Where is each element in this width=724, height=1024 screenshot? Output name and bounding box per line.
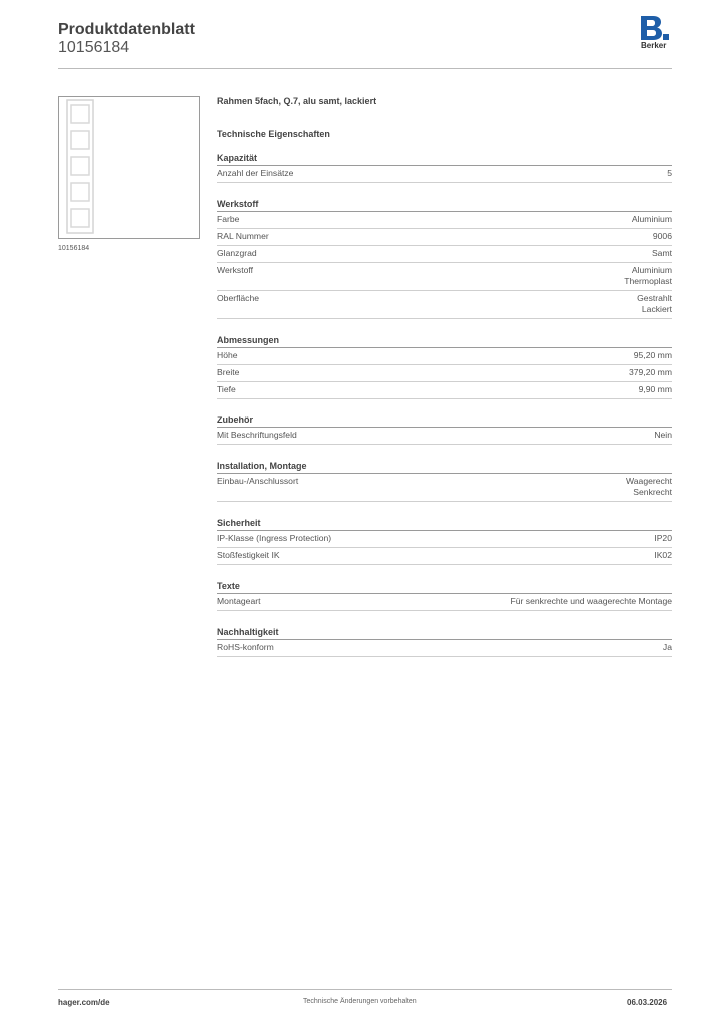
spec-row [217, 263, 672, 291]
spec-row [217, 594, 672, 611]
spec-label: RoHS-konform [217, 642, 274, 652]
image-caption: 10156184 [58, 245, 90, 252]
frame-slot [71, 183, 89, 201]
spec-row [217, 166, 672, 183]
footer-website: hager.com/de [58, 998, 110, 1007]
product-name: Rahmen 5fach, Q.7, alu samt, lackiert [217, 96, 377, 106]
spec-value: 9,90 mm [638, 384, 672, 394]
spec-value: 5 [667, 168, 672, 178]
spec-group-title: Sicherheit [217, 518, 672, 531]
spec-label: IP-Klasse (Ingress Protection) [217, 533, 332, 543]
spec-group-title: Zubehör [217, 415, 672, 428]
frame-slot [71, 157, 89, 175]
spec-row [217, 212, 672, 229]
spec-row [217, 348, 672, 365]
spec-group [217, 461, 672, 502]
spec-row [217, 548, 672, 565]
spec-value: Für senkrechte und waagerechte Montage [510, 596, 672, 606]
spec-group [217, 335, 672, 399]
spec-group [217, 153, 672, 183]
spec-row [217, 246, 672, 263]
product-image [58, 96, 200, 239]
spec-row [217, 382, 672, 399]
spec-value: 9006 [652, 231, 672, 241]
spec-value: Aluminium [631, 214, 672, 224]
spec-value: 379,20 mm [629, 367, 672, 377]
spec-row [217, 365, 672, 382]
spec-group [217, 415, 672, 445]
logo-text: Berker [641, 41, 667, 50]
spec-value: 95,20 mm [633, 350, 672, 360]
spec-group-title: Abmessungen [217, 335, 672, 348]
section-heading: Technische Eigenschaften [217, 129, 330, 139]
berker-logo [639, 16, 677, 54]
spec-label: Mit Beschriftungsfeld [217, 430, 297, 440]
spec-group-title: Texte [217, 581, 672, 594]
spec-label: RAL Nummer [217, 231, 269, 241]
spec-content [217, 96, 672, 657]
spec-label: Anzahl der Einsätze [217, 168, 294, 178]
spec-row [217, 640, 672, 657]
spec-label: Einbau-/Anschlussort [217, 476, 299, 486]
spec-group [217, 199, 672, 319]
spec-row [217, 229, 672, 246]
spec-group-title: Nachhaltigkeit [217, 627, 672, 640]
spec-value: Aluminium Thermoplast [624, 265, 672, 286]
spec-group [217, 581, 672, 611]
page-title: Produktdatenblatt [58, 21, 195, 38]
spec-group-title: Kapazität [217, 153, 672, 166]
spec-label: Oberfläche [217, 293, 260, 303]
spec-label: Tiefe [217, 384, 236, 394]
spec-value: Waagerecht Senkrecht [625, 476, 672, 497]
spec-value: Samt [651, 248, 672, 258]
spec-row [217, 291, 672, 319]
spec-label: Montageart [217, 596, 261, 606]
spec-label: Werkstoff [217, 265, 253, 275]
spec-value: Nein [654, 430, 672, 440]
spec-label: Höhe [217, 350, 238, 360]
spec-row [217, 428, 672, 445]
spec-label: Glanzgrad [217, 248, 257, 258]
spec-group-title: Werkstoff [217, 199, 672, 212]
spec-value: IP20 [654, 533, 672, 543]
berker-b-icon [639, 16, 669, 40]
article-number: 10156184 [58, 39, 130, 56]
spec-value: Ja [662, 642, 672, 652]
footer-date: 06.03.2026 [627, 998, 668, 1007]
spec-value: IK02 [654, 550, 672, 560]
frame-slot [71, 105, 89, 123]
header-divider [58, 68, 672, 69]
frame-slot [71, 209, 89, 227]
spec-group-title: Installation, Montage [217, 461, 672, 474]
spec-label: Stoßfestigkeit IK [217, 550, 280, 560]
spec-row [217, 474, 672, 502]
spec-groups [217, 153, 672, 657]
spec-group [217, 518, 672, 565]
frame-slot [71, 131, 89, 149]
spec-group [217, 627, 672, 657]
frame-illustration [59, 97, 199, 238]
footer-divider [58, 989, 672, 990]
spec-value: Gestrahlt Lackiert [637, 293, 672, 314]
spec-label: Farbe [217, 214, 240, 224]
footer-disclaimer: Technische Änderungen vorbehalten [303, 998, 417, 1005]
spec-label: Breite [217, 367, 240, 377]
spec-row [217, 531, 672, 548]
